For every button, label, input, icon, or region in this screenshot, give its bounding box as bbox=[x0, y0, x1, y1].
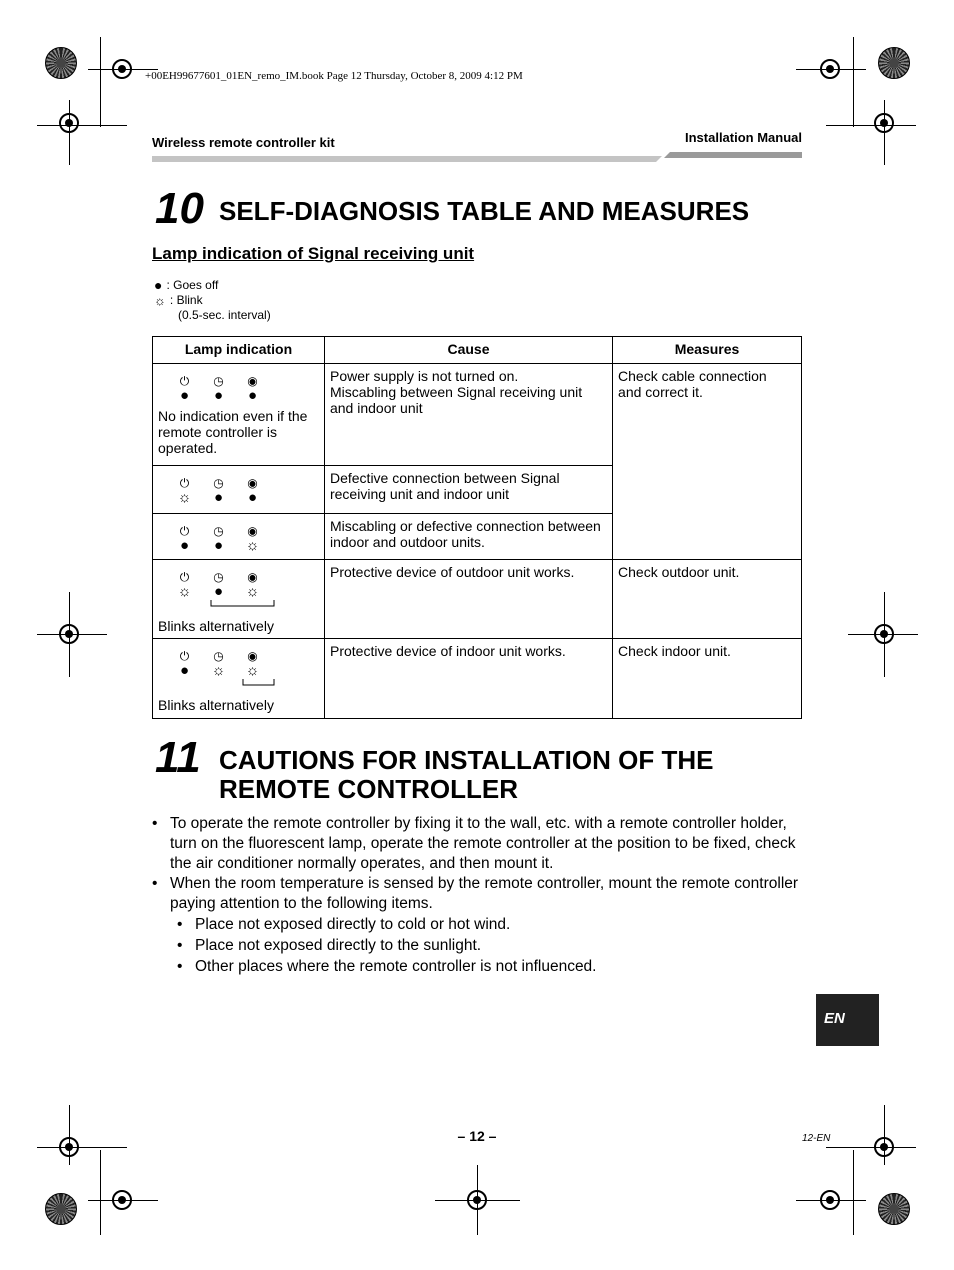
lamp-blink-icon: ☼ bbox=[245, 662, 260, 679]
lamp-off-icon: ● bbox=[213, 583, 224, 600]
lamp-blink-icon: ☼ bbox=[177, 489, 192, 506]
sub-list-item: • Other places where the remote controller is not influenced. bbox=[152, 957, 812, 977]
language-tab: EN bbox=[816, 994, 879, 1046]
cause-text: Protective device of indoor unit works. bbox=[329, 643, 566, 659]
table-row bbox=[153, 639, 802, 719]
caution-list bbox=[152, 814, 812, 977]
measures-cell bbox=[613, 639, 802, 719]
sub-list-item: • Place not exposed directly to the sunlight. bbox=[152, 936, 812, 956]
measures-cell bbox=[613, 364, 802, 560]
lamp-indication-cell bbox=[153, 560, 325, 639]
lamp-off-icon: ● bbox=[247, 489, 258, 506]
lamp-blink-icon: ☼ bbox=[245, 583, 260, 600]
cause-cell bbox=[324, 364, 612, 466]
registration-seal-icon bbox=[45, 1193, 77, 1225]
lamp-blink-icon: ☼ bbox=[177, 583, 192, 600]
cause-cell bbox=[324, 639, 612, 719]
lamp-off-icon: ● bbox=[213, 537, 224, 554]
lamp-indication-cell bbox=[153, 639, 325, 719]
lamp-group bbox=[118, 649, 319, 679]
timer-icon: ◷ bbox=[213, 374, 224, 388]
lamp-note: Blinks alternatively bbox=[158, 618, 274, 634]
section-number: 11 bbox=[155, 733, 201, 782]
measure-text: Check indoor unit. bbox=[618, 643, 731, 659]
list-item: • To operate the remote controller by fixing it to the wall, etc. with a remote controller holder, turn on the fluorescent lamp, operate the remote controller at the position to be fixed, check the air conditioner normally operates, and then mount it. bbox=[152, 814, 812, 874]
power-icon: ⏻ bbox=[179, 649, 190, 663]
section-title-line: CAUTIONS FOR INSTALLATION OF THE bbox=[219, 745, 714, 775]
lamp-off-icon: ● bbox=[154, 277, 163, 293]
timer-icon: ◷ bbox=[213, 524, 224, 538]
cause-text: Miscabling or defective connection between indoor and outdoor units. bbox=[329, 518, 601, 550]
alternate-bracket bbox=[158, 600, 318, 608]
alternate-bracket bbox=[158, 679, 318, 687]
cause-text: Defective connection between Signal receiving unit and indoor unit bbox=[329, 470, 560, 502]
lamp-blink-icon: ☼ bbox=[245, 537, 260, 554]
lamp-indication-cell bbox=[153, 364, 325, 466]
lamp-indication-cell bbox=[153, 466, 325, 514]
registration-seal-icon bbox=[878, 47, 910, 79]
lamp-group bbox=[118, 524, 319, 554]
cause-text: Protective device of outdoor unit works. bbox=[329, 564, 575, 580]
operation-icon: ◉ bbox=[247, 570, 258, 584]
cause-cell bbox=[324, 560, 612, 639]
page-number: – 12 – bbox=[457, 1128, 497, 1144]
column-header: Lamp indication bbox=[153, 337, 325, 364]
lamp-off-icon: ● bbox=[247, 387, 258, 404]
operation-icon: ◉ bbox=[247, 524, 258, 538]
section-number: 10 bbox=[155, 184, 204, 233]
lamp-off-icon: ● bbox=[179, 387, 190, 404]
lamp-off-icon: ● bbox=[179, 662, 190, 679]
self-diagnosis-table bbox=[152, 336, 802, 719]
section-title bbox=[219, 746, 713, 804]
measure-text: Check cable connection and correct it. bbox=[618, 368, 767, 400]
registration-seal-icon bbox=[45, 47, 77, 79]
registration-seal-icon bbox=[878, 1193, 910, 1225]
lamp-note: Blinks alternatively bbox=[158, 697, 274, 713]
lamp-off-icon: ● bbox=[213, 387, 224, 404]
lamp-off-icon: ● bbox=[213, 489, 224, 506]
operation-icon: ◉ bbox=[247, 649, 258, 663]
measure-text: Check outdoor unit. bbox=[618, 564, 740, 580]
lamp-group bbox=[118, 570, 319, 600]
timer-icon: ◷ bbox=[213, 570, 224, 584]
timer-icon: ◷ bbox=[213, 476, 224, 490]
power-icon: ⏻ bbox=[179, 570, 190, 584]
legend-blink-label: : Blink bbox=[169, 293, 203, 307]
header-manual-type: Installation Manual bbox=[684, 130, 802, 145]
book-info: +00EH99677601_01EN_remo_IM.book Page 12 Thursday, October 8, 2009 4:12 PM bbox=[145, 70, 523, 82]
sub-list-item: • Place not exposed directly to cold or hot wind. bbox=[152, 915, 812, 935]
measures-cell bbox=[613, 560, 802, 639]
lamp-blink-icon: ☼ bbox=[211, 662, 226, 679]
table-row bbox=[153, 560, 802, 639]
column-header: Measures bbox=[613, 337, 802, 364]
legend-off-label: : Goes off bbox=[166, 278, 219, 292]
subheading: Lamp indication of Signal receiving unit bbox=[152, 244, 475, 263]
lamp-group bbox=[118, 476, 319, 506]
legend-blink-interval: (0.5-sec. interval) bbox=[178, 308, 271, 322]
power-icon: ⏻ bbox=[179, 524, 190, 538]
power-icon: ⏻ bbox=[179, 374, 190, 388]
page-code: 12-EN bbox=[802, 1133, 831, 1144]
cause-cell bbox=[324, 466, 612, 514]
cause-text: Power supply is not turned on. bbox=[329, 368, 519, 384]
legend bbox=[154, 278, 271, 323]
lamp-off-icon: ● bbox=[179, 537, 190, 554]
list-item: • When the room temperature is sensed by the remote controller, mount the remote controller paying attention to the following items. bbox=[152, 874, 812, 914]
cause-cell bbox=[324, 514, 612, 560]
table-header-row bbox=[153, 337, 802, 364]
lamp-group bbox=[118, 374, 319, 404]
column-header: Cause bbox=[324, 337, 612, 364]
cause-text: Miscabling between Signal receiving unit and indoor unit bbox=[329, 384, 583, 416]
lamp-indication-cell bbox=[153, 514, 325, 560]
header-title: Wireless remote controller kit bbox=[152, 135, 335, 150]
section-title: SELF-DIAGNOSIS TABLE AND MEASURES bbox=[219, 196, 750, 226]
operation-icon: ◉ bbox=[247, 374, 258, 388]
header-rule bbox=[152, 152, 802, 162]
operation-icon: ◉ bbox=[247, 476, 258, 490]
power-icon: ⏻ bbox=[179, 476, 190, 490]
lamp-note: No indication even if the remote controller is operated. bbox=[158, 408, 308, 456]
timer-icon: ◷ bbox=[213, 649, 224, 663]
lamp-blink-icon: ☼ bbox=[154, 293, 166, 308]
table-row bbox=[153, 364, 802, 466]
section-title-line: REMOTE CONTROLLER bbox=[219, 774, 518, 804]
